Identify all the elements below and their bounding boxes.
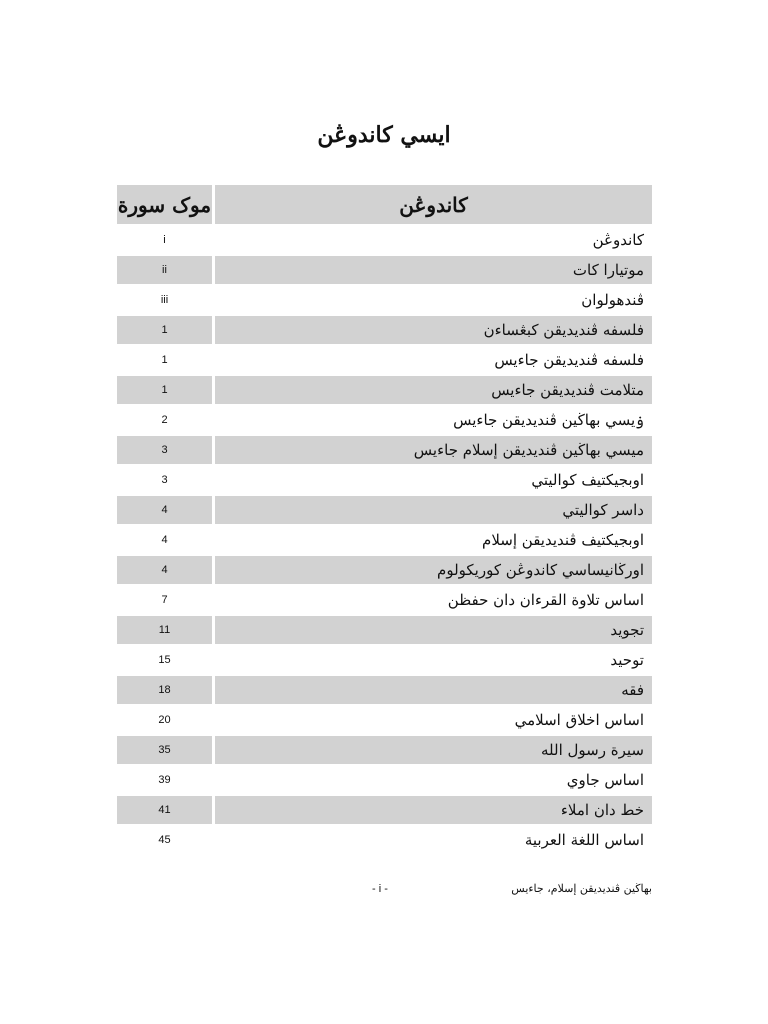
row-page-number: 41 xyxy=(117,795,214,825)
table-row xyxy=(117,525,652,555)
table-row xyxy=(117,645,652,675)
table-row xyxy=(117,225,652,255)
table-row xyxy=(117,255,652,285)
row-title: ڤندهولوان xyxy=(214,285,653,315)
table-row xyxy=(117,585,652,615)
row-page-number: 11 xyxy=(117,615,214,645)
header-page-column: موک سورة xyxy=(117,185,214,225)
row-page-number: 18 xyxy=(117,675,214,705)
row-title: فقه xyxy=(214,675,653,705)
row-title: اساس جاوي xyxy=(214,765,653,795)
row-page-number: 1 xyxy=(117,315,214,345)
row-page-number: 1 xyxy=(117,345,214,375)
row-page-number: 1 xyxy=(117,375,214,405)
row-title: اساس اللغة العربية xyxy=(214,825,653,855)
table-row xyxy=(117,735,652,765)
table-row xyxy=(117,405,652,435)
row-title: سيرة رسول الله xyxy=(214,735,653,765)
table-row xyxy=(117,345,652,375)
row-page-number: 3 xyxy=(117,465,214,495)
contents-table xyxy=(117,185,652,856)
row-page-number: 7 xyxy=(117,585,214,615)
table-row xyxy=(117,285,652,315)
row-page-number: 2 xyxy=(117,405,214,435)
table-row xyxy=(117,315,652,345)
row-title: موتيارا كات xyxy=(214,255,653,285)
row-title: ميسي بهاڬين ڤنديديقن إسلام جاءيس xyxy=(214,435,653,465)
footer-text: بهاڬين ڤنديديقن إسلام، جاءيس xyxy=(511,882,652,895)
contents-table-body xyxy=(117,225,652,855)
row-page-number: 4 xyxy=(117,555,214,585)
page-title: ايسي كاندوڠن xyxy=(317,122,451,148)
row-page-number: 15 xyxy=(117,645,214,675)
table-row xyxy=(117,555,652,585)
row-title: فلسفه ڤنديديقن كبڠساءن xyxy=(214,315,653,345)
row-page-number: i xyxy=(117,225,214,255)
row-page-number: 35 xyxy=(117,735,214,765)
row-title: اورڬانيساسي كاندوڠن كوريكولوم xyxy=(214,555,653,585)
footer-page-number: - i - xyxy=(372,883,388,895)
row-title: داسر كواليتي xyxy=(214,495,653,525)
row-page-number: 4 xyxy=(117,495,214,525)
row-page-number: ii xyxy=(117,255,214,285)
row-title: اوبجيكتيف ڤنديديقن إسلام xyxy=(214,525,653,555)
row-title: تجويد xyxy=(214,615,653,645)
row-title: ۏيسي بهاڬين ڤنديديقن جاءيس xyxy=(214,405,653,435)
row-page-number: 3 xyxy=(117,435,214,465)
table-row xyxy=(117,465,652,495)
table-row xyxy=(117,375,652,405)
table-row xyxy=(117,795,652,825)
table-row xyxy=(117,765,652,795)
table-row xyxy=(117,495,652,525)
row-page-number: 39 xyxy=(117,765,214,795)
row-page-number: 45 xyxy=(117,825,214,855)
table-row xyxy=(117,705,652,735)
table-row xyxy=(117,615,652,645)
row-title: اوبجيكتيف كواليتي xyxy=(214,465,653,495)
row-page-number: iii xyxy=(117,285,214,315)
row-title: اساس تلاوة القرءان دان حفظن xyxy=(214,585,653,615)
row-title: توحيد xyxy=(214,645,653,675)
row-title: اساس اخلاق اسلامي xyxy=(214,705,653,735)
row-page-number: 20 xyxy=(117,705,214,735)
row-page-number: 4 xyxy=(117,525,214,555)
table-row xyxy=(117,825,652,855)
row-title: فلسفه ڤنديديقن جاءيس xyxy=(214,345,653,375)
table-row xyxy=(117,675,652,705)
table-row xyxy=(117,435,652,465)
row-title: متلامت ڤنديديقن جاءيس xyxy=(214,375,653,405)
row-title: كاندوڠن xyxy=(214,225,653,255)
header-title-column: كاندوڠن xyxy=(214,185,653,225)
table-header-row xyxy=(117,185,652,225)
row-title: خط دان املاء xyxy=(214,795,653,825)
